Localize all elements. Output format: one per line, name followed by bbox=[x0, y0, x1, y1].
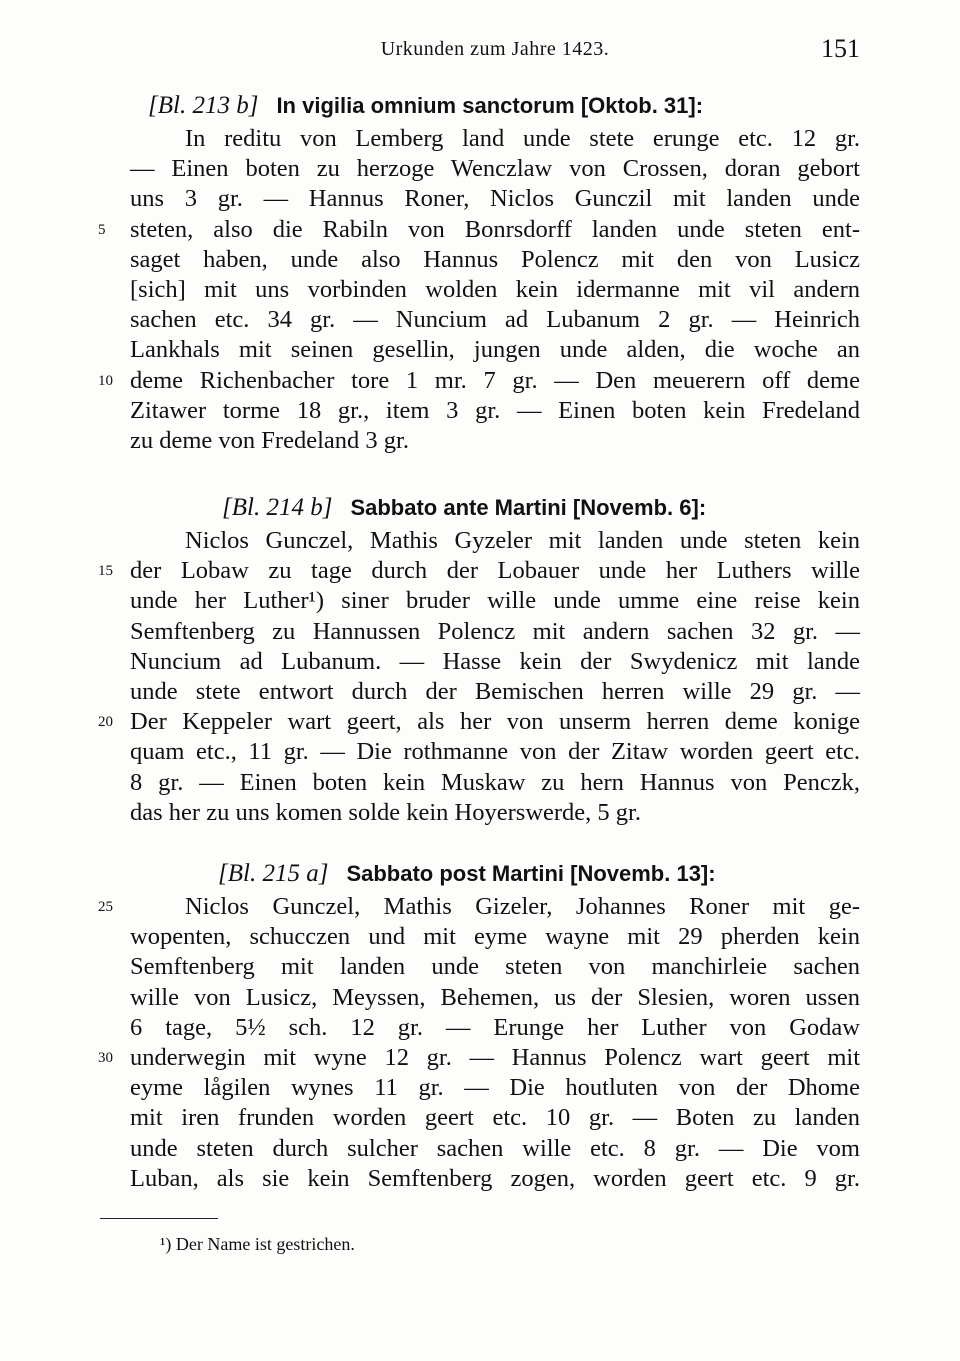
line-number: 30 bbox=[98, 1049, 113, 1066]
folio-reference: [Bl. 215 a] bbox=[218, 860, 329, 887]
text-line bbox=[130, 768, 860, 798]
text-line bbox=[98, 707, 860, 737]
section-heading bbox=[130, 490, 860, 526]
text-line bbox=[98, 1043, 860, 1073]
section-title: Sabbato post Martini [Novemb. 13]: bbox=[346, 861, 716, 886]
text-line bbox=[130, 275, 860, 305]
text-line bbox=[130, 617, 860, 647]
line-text: underwegin mit wyne 12 gr. — Hannus Polencz wart geert mit bbox=[130, 1043, 860, 1071]
folio-reference: [Bl. 213 b] bbox=[148, 92, 259, 119]
line-text: saget haben, unde also Hannus Polencz mit den von Lusicz bbox=[130, 245, 860, 273]
line-text: In reditu von Lemberg land unde stete erunge etc. 12 gr. bbox=[185, 125, 860, 152]
section-2 bbox=[98, 490, 860, 828]
line-number: 10 bbox=[98, 372, 113, 389]
text-line bbox=[130, 335, 860, 365]
text-line bbox=[130, 305, 860, 335]
text-line bbox=[130, 245, 860, 275]
text-line bbox=[130, 426, 860, 456]
text-line bbox=[130, 1013, 860, 1043]
text-line bbox=[130, 1134, 860, 1164]
section-1 bbox=[98, 88, 860, 456]
text-line bbox=[98, 215, 860, 245]
footnote-divider bbox=[100, 1218, 218, 1219]
text-line bbox=[130, 983, 860, 1013]
line-text: — Einen boten zu herzoge Wenczlaw von Crossen, doran gebort bbox=[130, 155, 860, 183]
line-text: zu deme von Fredeland 3 gr. bbox=[130, 426, 409, 454]
line-text: mit iren frunden worden geert etc. 10 gr. — Boten zu landen bbox=[130, 1104, 860, 1132]
text-line bbox=[130, 737, 860, 767]
text-line bbox=[98, 366, 860, 396]
line-text: Zitawer torme 18 gr., item 3 gr. — Einen boten kein Fredeland bbox=[130, 396, 860, 424]
text-line bbox=[98, 892, 860, 922]
line-number: 20 bbox=[98, 714, 113, 731]
text-line bbox=[130, 154, 860, 184]
line-text: Luban, als sie kein Semftenberg zogen, worden geert etc. 9 gr. bbox=[130, 1164, 860, 1192]
line-text: steten, also die Rabiln von Bonrsdorff landen unde steten ent- bbox=[130, 215, 860, 243]
folio-reference: [Bl. 214 b] bbox=[222, 494, 333, 521]
line-text: Niclos Gunczel, Mathis Gyzeler mit landen unde steten kein bbox=[185, 527, 860, 554]
text-line bbox=[130, 922, 860, 952]
section-heading bbox=[130, 856, 860, 892]
text-line bbox=[130, 677, 860, 707]
line-text: unde stete entwort durch der Bemischen herren wille 29 gr. — bbox=[130, 677, 860, 705]
line-text: sachen etc. 34 gr. — Nuncium ad Lubanum 2 gr. — Heinrich bbox=[130, 306, 860, 334]
text-line bbox=[130, 124, 860, 154]
text-line bbox=[130, 952, 860, 982]
text-line bbox=[130, 526, 860, 556]
line-text: der Lobaw zu tage durch der Lobauer unde her Luthers wille bbox=[130, 557, 860, 585]
text-line bbox=[130, 586, 860, 616]
line-text: Semftenberg mit landen unde steten von manchirleie sachen bbox=[130, 953, 860, 981]
line-text: Der Keppeler wart geert, als her von unserm herren deme konige bbox=[130, 708, 860, 736]
text-line bbox=[130, 798, 860, 828]
line-text: unde her Luther¹) siner bruder wille unde umme eine reise kein bbox=[130, 587, 860, 615]
section-3 bbox=[98, 856, 860, 1194]
line-text: [sich] mit uns vorbinden wolden kein idermanne mit vil andern bbox=[130, 275, 860, 303]
footnote: ¹) Der Name ist gestrichen. bbox=[160, 1234, 355, 1254]
text-line bbox=[130, 1103, 860, 1133]
section-title: Sabbato ante Martini [Novemb. 6]: bbox=[350, 495, 707, 520]
page-number: 151 bbox=[821, 34, 860, 63]
line-text: wopenten, schucczen und mit eyme wayne mit 29 pherden kein bbox=[130, 923, 860, 951]
text-line bbox=[130, 184, 860, 214]
line-text: Semftenberg zu Hannussen Polencz mit andern sachen 32 gr. — bbox=[130, 617, 860, 645]
line-number: 15 bbox=[98, 563, 113, 580]
line-text: deme Richenbacher tore 1 mr. 7 gr. — Den meuerern off deme bbox=[130, 366, 860, 394]
line-text: eyme lågilen wynes 11 gr. — Die houtluten von der Dhome bbox=[130, 1074, 860, 1102]
text-line bbox=[130, 1073, 860, 1103]
line-text: das her zu uns komen solde kein Hoyerswerde, 5 gr. bbox=[130, 798, 641, 826]
text-line bbox=[130, 647, 860, 677]
line-text: 8 gr. — Einen boten kein Muskaw zu hern Hannus von Penczk, bbox=[130, 768, 860, 796]
running-title: Urkunden zum Jahre 1423. bbox=[380, 38, 610, 60]
line-number: 5 bbox=[98, 221, 106, 238]
section-title: In vigilia omnium sanctorum [Oktob. 31]: bbox=[276, 93, 704, 118]
line-text: Niclos Gunczel, Mathis Gizeler, Johannes Roner mit ge- bbox=[185, 893, 860, 920]
line-text: uns 3 gr. — Hannus Roner, Niclos Gunczil mit landen unde bbox=[130, 185, 860, 213]
section-heading bbox=[130, 88, 860, 124]
text-line bbox=[98, 556, 860, 586]
line-text: 6 tage, 5½ sch. 12 gr. — Erunge her Luther von Godaw bbox=[130, 1013, 860, 1041]
line-text: Nuncium ad Lubanum. — Hasse kein der Swydenicz mit lande bbox=[130, 647, 860, 675]
text-line bbox=[130, 396, 860, 426]
line-text: wille von Lusicz, Meyssen, Behemen, us der Slesien, woren ussen bbox=[130, 983, 860, 1011]
line-text: Lankhals mit seinen gesellin, jungen unde alden, die woche an bbox=[130, 336, 860, 364]
text-line bbox=[130, 1164, 860, 1194]
line-text: unde steten durch sulcher sachen wille etc. 8 gr. — Die vom bbox=[130, 1134, 860, 1162]
line-text: quam etc., 11 gr. — Die rothmanne von der Zitaw worden geert etc. bbox=[130, 738, 860, 766]
page-header bbox=[130, 34, 860, 78]
line-number: 25 bbox=[98, 899, 113, 915]
